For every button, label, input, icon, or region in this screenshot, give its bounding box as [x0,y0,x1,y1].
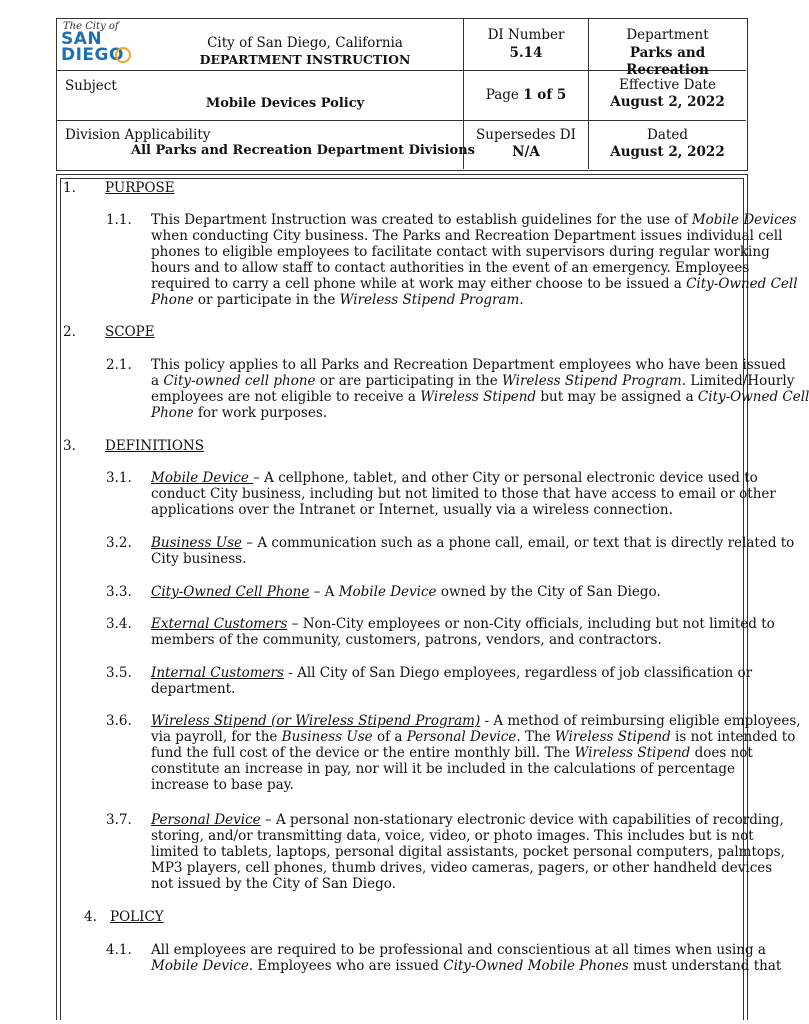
page-indicator [464,87,588,104]
section-4-title: POLICY [110,909,164,925]
term-mobile-devices: Mobile Devices [691,212,797,228]
text: owned by the City of San Diego. [436,584,661,600]
text: when conducting City business. The Parks and Recreation Department issues individual cell [151,228,783,244]
di-number-cell [464,19,589,71]
def-3-1-number: 3.1. [106,470,132,486]
text: This policy applies to all Parks and Recreation Department employees who have been issued [151,357,786,373]
term: Wireless Stipend Program [339,292,520,308]
term: Mobile Device [151,470,254,486]
term: City-Owned Mobile Phones [443,958,629,974]
text: . The [516,729,555,745]
header-table [56,18,748,171]
text: – Non-City employees or non-City officials, including but not limited to [287,616,775,632]
text: must understand that [628,958,782,974]
text: constitute an increase in pay, nor will it be included in the calculations of percentage [151,761,735,777]
logo-tagline: The City of [63,21,119,32]
effective-date-cell [589,71,746,121]
di-value: 5.14 [509,45,543,61]
term: City-Owned Cell [686,276,798,292]
text: a [151,373,164,389]
text: not issued by the City of San Diego. [151,876,396,892]
division-label: Division Applicability [65,127,211,143]
dated-value: August 2, 2022 [610,144,725,160]
term: Mobile Device [151,958,249,974]
term: Wireless Stipend (or Wireless Stipend Program) [151,713,481,729]
text: but may be assigned a [536,389,698,405]
effective-date-label: Effective Date [619,77,716,93]
text: of a [372,729,407,745]
term: Internal Customers [151,665,284,681]
dated-label: Dated [647,127,688,143]
section-3-number: 3. [63,438,76,454]
logo-line-1: SAN [61,29,103,49]
text: . Limited/Hourly [681,373,795,389]
term: External Customers [151,616,288,632]
division-value: All Parks and Recreation Department Divisions [131,143,475,158]
division-cell [57,121,475,169]
dated-cell [589,121,746,169]
text: – A personal non-stationary electronic device with capabilities of recording, [260,812,784,828]
term: Personal Device [151,812,261,828]
text: storing, and/or transmitting data, voice, video, or photo images. This includes but is not [151,828,754,844]
supersedes-value: N/A [512,144,540,160]
text: City business. [151,551,247,567]
def-3-2-number: 3.2. [106,535,132,551]
term: Business Use [151,535,242,551]
para-1-1-number: 1.1. [106,212,132,228]
para-2-1-number: 2.1. [106,357,132,373]
department-label: Department [626,27,709,43]
term: Wireless Stipend Program [502,373,682,389]
section-1-number: 1. [63,180,76,196]
text: conduct City business, including but not limited to those that have access to email or other [151,486,776,502]
text: is not intended to [670,729,796,745]
text: or participate in the [193,292,340,308]
page-prefix: Page [485,87,524,103]
supersedes-label: Supersedes DI [476,127,576,143]
term: Wireless Stipend [574,745,691,761]
section-4-number: 4. [84,909,97,925]
term: Phone [151,292,194,308]
term: Personal Device [406,729,517,745]
effective-date-value: August 2, 2022 [610,94,725,110]
doc-type: DEPARTMENT INSTRUCTION [199,52,411,67]
text: department. [151,681,236,697]
term: Mobile Device [338,584,437,600]
def-3-7-number: 3.7. [106,812,132,828]
section-2-title: SCOPE [105,324,155,340]
text: - A method of reimbursing eligible employees, [480,713,801,729]
text: This Department Instruction was created to establish guidelines for the use of [151,212,692,228]
section-2-number: 2. [63,324,76,340]
def-3-4-number: 3.4. [106,616,132,632]
text: . [519,292,524,308]
text: members of the community, customers, patrons, vendors, and contractors. [151,632,662,648]
text: – A cellphone, tablet, and other City or personal electronic device used to [253,470,758,486]
logo-sun-icon [115,47,131,63]
text: via payroll, for the [151,729,282,745]
text: All employees are required to be professional and conscientious at all times when using a [151,942,766,958]
term: City-Owned Cell Phone [151,584,310,600]
text: increase to base pay. [151,777,294,793]
header-title-cell [57,19,464,71]
term: Business Use [281,729,373,745]
di-label: DI Number [487,27,565,43]
text: or are participating in the [315,373,503,389]
text: phones to eligible employees to facilitate contact with supervisors during regular working [151,244,770,260]
section-1-title: PURPOSE [105,180,175,196]
def-3-3 [151,584,661,600]
city-name: City of San Diego, California [207,35,403,51]
text: fund the full cost of the device or the entire monthly bill. The [151,745,575,761]
text: required to carry a cell phone while at work may either choose to be issued a [151,276,687,292]
logo-line-2: DIEGO [61,45,124,65]
para-4-1-number: 4.1. [106,942,132,958]
text: – A communication such as a phone call, email, or text that is directly related to [242,535,795,551]
page-cell [464,71,589,121]
text: does not [690,745,753,761]
department-cell [589,19,746,78]
term: City-owned cell phone [163,373,316,389]
def-3-3-number: 3.3. [106,584,132,600]
city-logo [61,31,124,63]
page-value: 1 of 5 [523,87,567,103]
subject-label: Subject [65,78,117,94]
text: – A [309,584,339,600]
text: employees are not eligible to receive a [151,389,421,405]
def-3-5-number: 3.5. [106,665,132,681]
term: Wireless Stipend [554,729,671,745]
text: . Employees who are issued [248,958,444,974]
term: City-Owned Cell [697,389,809,405]
supersedes-cell [464,121,589,169]
section-3-title: DEFINITIONS [105,438,204,454]
term: Wireless Stipend [420,389,537,405]
text: applications over the Intranet or Internet, usually via a wireless connection. [151,502,673,518]
subject-cell [57,71,464,121]
text: MP3 players, cell phones, thumb drives, video cameras, pagers, or other handheld devices [151,860,773,876]
text: hours and to allow staff to contact authorities in the event of an emergency. Employees [151,260,750,276]
department-value: Parks and Recreation [626,45,709,78]
text: limited to tablets, laptops, personal digital assistants, pocket personal computers, palmtops, [151,844,785,860]
term: Phone [151,405,194,421]
text: - All City of San Diego employees, regardless of job classification or [283,665,753,681]
subject-value: Mobile Devices Policy [205,96,365,111]
def-3-6-number: 3.6. [106,713,132,729]
text: for work purposes. [193,405,328,421]
